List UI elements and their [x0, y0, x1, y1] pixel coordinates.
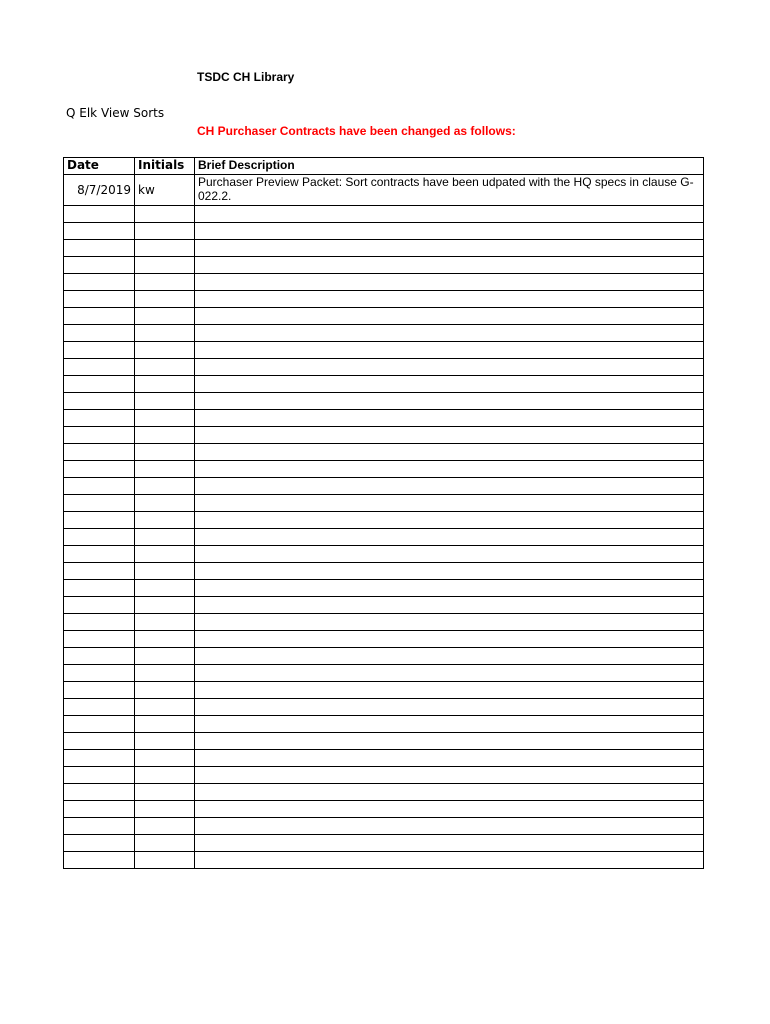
table-row-blank [64, 750, 704, 767]
blank-date-cell [64, 342, 135, 359]
blank-description-cell [195, 546, 704, 563]
blank-description-cell [195, 835, 704, 852]
blank-date-cell [64, 852, 135, 869]
table-row-blank [64, 478, 704, 495]
blank-date-cell [64, 223, 135, 240]
blank-initials-cell [135, 784, 195, 801]
table-row-blank [64, 325, 704, 342]
blank-date-cell [64, 478, 135, 495]
blank-description-cell [195, 733, 704, 750]
blank-initials-cell [135, 240, 195, 257]
blank-date-cell [64, 784, 135, 801]
table-row-blank [64, 767, 704, 784]
blank-date-cell [64, 699, 135, 716]
blank-description-cell [195, 444, 704, 461]
entry-date: 8/7/2019 [64, 175, 135, 206]
table-row-blank [64, 206, 704, 223]
blank-initials-cell [135, 614, 195, 631]
blank-description-cell [195, 699, 704, 716]
blank-date-cell [64, 750, 135, 767]
column-header-description: Brief Description [195, 158, 704, 175]
blank-date-cell [64, 682, 135, 699]
blank-initials-cell [135, 835, 195, 852]
blank-date-cell [64, 359, 135, 376]
blank-description-cell [195, 767, 704, 784]
blank-initials-cell [135, 716, 195, 733]
blank-initials-cell [135, 308, 195, 325]
change-notice: CH Purchaser Contracts have been changed as follows: [197, 124, 516, 138]
blank-description-cell [195, 223, 704, 240]
blank-initials-cell [135, 274, 195, 291]
blank-initials-cell [135, 495, 195, 512]
blank-description-cell [195, 342, 704, 359]
column-header-date: Date [64, 158, 135, 175]
blank-date-cell [64, 631, 135, 648]
blank-date-cell [64, 461, 135, 478]
table-row-blank [64, 801, 704, 818]
table-row-blank [64, 733, 704, 750]
blank-initials-cell [135, 325, 195, 342]
table-row-blank [64, 648, 704, 665]
blank-initials-cell [135, 206, 195, 223]
blank-description-cell [195, 393, 704, 410]
table-row-blank [64, 444, 704, 461]
table-row-blank [64, 291, 704, 308]
library-title: TSDC CH Library [197, 70, 295, 84]
entry-initials: kw [135, 175, 195, 206]
table-row-blank [64, 784, 704, 801]
blank-initials-cell [135, 631, 195, 648]
table-row-blank [64, 240, 704, 257]
blank-description-cell [195, 801, 704, 818]
blank-description-cell [195, 529, 704, 546]
blank-date-cell [64, 495, 135, 512]
blank-date-cell [64, 257, 135, 274]
change-log-body [64, 175, 704, 869]
change-log-table [63, 157, 704, 869]
table-row-blank [64, 546, 704, 563]
blank-date-cell [64, 563, 135, 580]
blank-description-cell [195, 240, 704, 257]
blank-description-cell [195, 257, 704, 274]
blank-date-cell [64, 835, 135, 852]
table-row-blank [64, 376, 704, 393]
blank-description-cell [195, 410, 704, 427]
blank-initials-cell [135, 410, 195, 427]
blank-initials-cell [135, 291, 195, 308]
blank-description-cell [195, 852, 704, 869]
blank-initials-cell [135, 597, 195, 614]
blank-description-cell [195, 631, 704, 648]
blank-initials-cell [135, 512, 195, 529]
blank-date-cell [64, 325, 135, 342]
column-header-initials: Initials [135, 158, 195, 175]
blank-date-cell [64, 444, 135, 461]
blank-initials-cell [135, 478, 195, 495]
blank-initials-cell [135, 563, 195, 580]
blank-description-cell [195, 597, 704, 614]
blank-initials-cell [135, 682, 195, 699]
blank-initials-cell [135, 648, 195, 665]
blank-date-cell [64, 767, 135, 784]
blank-date-cell [64, 427, 135, 444]
blank-initials-cell [135, 461, 195, 478]
blank-initials-cell [135, 529, 195, 546]
document-subtitle: Q Elk View Sorts [66, 106, 165, 120]
table-row-blank [64, 665, 704, 682]
blank-description-cell [195, 512, 704, 529]
blank-initials-cell [135, 257, 195, 274]
blank-description-cell [195, 291, 704, 308]
table-row-blank [64, 818, 704, 835]
blank-date-cell [64, 410, 135, 427]
blank-description-cell [195, 206, 704, 223]
table-row-blank [64, 393, 704, 410]
blank-description-cell [195, 495, 704, 512]
blank-initials-cell [135, 818, 195, 835]
table-row-blank [64, 563, 704, 580]
blank-date-cell [64, 376, 135, 393]
table-header-row [64, 158, 704, 175]
blank-description-cell [195, 716, 704, 733]
blank-description-cell [195, 461, 704, 478]
blank-description-cell [195, 648, 704, 665]
table-row-blank [64, 529, 704, 546]
blank-initials-cell [135, 444, 195, 461]
table-row-blank [64, 274, 704, 291]
blank-initials-cell [135, 767, 195, 784]
table-row-blank [64, 410, 704, 427]
blank-description-cell [195, 427, 704, 444]
blank-date-cell [64, 240, 135, 257]
table-row-blank [64, 461, 704, 478]
blank-description-cell [195, 274, 704, 291]
blank-initials-cell [135, 393, 195, 410]
blank-description-cell [195, 325, 704, 342]
table-row-blank [64, 716, 704, 733]
table-row-blank [64, 835, 704, 852]
blank-date-cell [64, 529, 135, 546]
table-row-blank [64, 223, 704, 240]
blank-description-cell [195, 682, 704, 699]
blank-date-cell [64, 665, 135, 682]
table-row-blank [64, 614, 704, 631]
table-row-blank [64, 682, 704, 699]
table-row-blank [64, 342, 704, 359]
blank-initials-cell [135, 699, 195, 716]
blank-description-cell [195, 818, 704, 835]
table-row-blank [64, 699, 704, 716]
blank-initials-cell [135, 665, 195, 682]
blank-date-cell [64, 546, 135, 563]
blank-description-cell [195, 308, 704, 325]
blank-description-cell [195, 580, 704, 597]
blank-description-cell [195, 359, 704, 376]
blank-initials-cell [135, 580, 195, 597]
blank-initials-cell [135, 359, 195, 376]
blank-initials-cell [135, 376, 195, 393]
table-row-blank [64, 257, 704, 274]
entry-description: Purchaser Preview Packet: Sort contracts have been udpated with the HQ specs in clause G-022.2. [195, 175, 704, 206]
blank-date-cell [64, 206, 135, 223]
blank-date-cell [64, 801, 135, 818]
blank-date-cell [64, 291, 135, 308]
blank-initials-cell [135, 342, 195, 359]
blank-initials-cell [135, 427, 195, 444]
table-row-blank [64, 631, 704, 648]
blank-initials-cell [135, 801, 195, 818]
table-row-blank [64, 308, 704, 325]
blank-description-cell [195, 614, 704, 631]
table-row-blank [64, 597, 704, 614]
blank-date-cell [64, 580, 135, 597]
blank-description-cell [195, 563, 704, 580]
blank-initials-cell [135, 733, 195, 750]
table-row [64, 175, 704, 206]
table-row-blank [64, 427, 704, 444]
blank-date-cell [64, 274, 135, 291]
table-row-blank [64, 580, 704, 597]
table-row-blank [64, 495, 704, 512]
blank-description-cell [195, 478, 704, 495]
table-row-blank [64, 852, 704, 869]
blank-date-cell [64, 648, 135, 665]
blank-date-cell [64, 597, 135, 614]
blank-description-cell [195, 784, 704, 801]
blank-initials-cell [135, 852, 195, 869]
blank-date-cell [64, 512, 135, 529]
blank-initials-cell [135, 546, 195, 563]
blank-date-cell [64, 818, 135, 835]
blank-date-cell [64, 393, 135, 410]
blank-date-cell [64, 614, 135, 631]
table-row-blank [64, 512, 704, 529]
blank-initials-cell [135, 223, 195, 240]
blank-date-cell [64, 716, 135, 733]
blank-date-cell [64, 308, 135, 325]
blank-description-cell [195, 750, 704, 767]
blank-initials-cell [135, 750, 195, 767]
table-row-blank [64, 359, 704, 376]
blank-description-cell [195, 665, 704, 682]
blank-description-cell [195, 376, 704, 393]
blank-date-cell [64, 733, 135, 750]
